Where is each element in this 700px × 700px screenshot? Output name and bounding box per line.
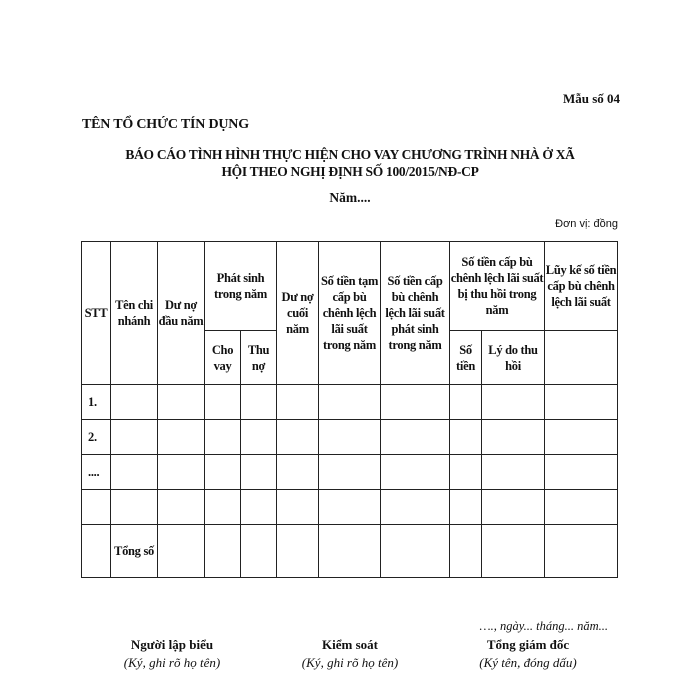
- table-cell: [381, 490, 450, 525]
- table-row: [82, 455, 618, 490]
- header-closing-balance: Dư nợ cuối năm: [277, 242, 319, 385]
- table-cell: [205, 420, 241, 455]
- table-cell: [545, 385, 618, 420]
- row-stt: [82, 490, 111, 525]
- form-number: Mẫu số 04: [562, 91, 620, 106]
- report-title-line-2: HỘI THEO NGHỊ ĐỊNH SỐ 100/2015/NĐ-CP: [221, 164, 479, 179]
- table-cell: [381, 420, 450, 455]
- table-cell: [277, 420, 319, 455]
- table-cell: [205, 385, 241, 420]
- table-cell: [241, 525, 277, 578]
- report-year: Năm....: [329, 190, 371, 205]
- table-cell: [277, 455, 319, 490]
- preparer-role: Người lập biểu: [130, 637, 214, 652]
- header-branch-name: Tên chi nhánh: [111, 242, 158, 385]
- header-arising: Phát sinh trong năm: [205, 242, 277, 331]
- row-branch: [111, 420, 158, 455]
- table-cell: [450, 420, 482, 455]
- report-title: [82, 146, 618, 180]
- row-branch: [111, 385, 158, 420]
- director-role: Tổng giám đốc: [486, 637, 570, 652]
- table-cell: [158, 420, 205, 455]
- header-recovered-compensation: Số tiền cấp bù chênh lệch lãi suất bị thu hồi trong năm: [450, 242, 545, 331]
- table-cell: [158, 455, 205, 490]
- table-cell: [450, 385, 482, 420]
- table-cell: [482, 525, 545, 578]
- table-cell: [158, 385, 205, 420]
- table-cell: [450, 455, 482, 490]
- preparer-note: (Ký, ghi rõ họ tên): [123, 655, 221, 670]
- table-cell: [381, 525, 450, 578]
- signing-date: …., ngày... tháng... năm...: [479, 619, 608, 633]
- table-cell: [482, 420, 545, 455]
- header-arising-compensation: Số tiền cấp bù chênh lệch lãi suất phát sinh trong năm: [381, 242, 450, 385]
- row-stt: 2.: [82, 420, 111, 455]
- table-cell: [545, 490, 618, 525]
- table-row: [82, 385, 618, 420]
- row-branch: [111, 490, 158, 525]
- table-cell: [319, 455, 381, 490]
- table-cell: [450, 490, 482, 525]
- total-label: Tổng số: [111, 525, 158, 578]
- table-row: [82, 490, 618, 525]
- table-cell: [482, 455, 545, 490]
- currency-unit: Đơn vị: đồng: [555, 218, 618, 230]
- table-cell: [545, 455, 618, 490]
- table-cell: [319, 490, 381, 525]
- header-stt: STT: [82, 242, 111, 385]
- table-cell: [450, 525, 482, 578]
- header-advance-compensation: Số tiền tạm cấp bù chênh lệch lãi suất trong năm: [319, 242, 381, 385]
- header-amount: Số tiền: [450, 331, 482, 385]
- table-cell: [241, 420, 277, 455]
- row-stt: [82, 525, 111, 578]
- table-row: [82, 420, 618, 455]
- table-cell: [277, 385, 319, 420]
- header-cumulative-empty: [545, 331, 618, 385]
- header-collect: Thu nợ: [241, 331, 277, 385]
- controller-role: Kiểm soát: [322, 637, 378, 652]
- header-cumulative-compensation: Lũy kế số tiền cấp bù chênh lệch lãi suất: [545, 242, 618, 331]
- table-row-total: [82, 525, 618, 578]
- table-cell: [545, 420, 618, 455]
- table-cell: [158, 490, 205, 525]
- table-cell: [381, 455, 450, 490]
- header-reason: Lý do thu hồi: [482, 331, 545, 385]
- header-lend: Cho vay: [205, 331, 241, 385]
- table-cell: [241, 455, 277, 490]
- table-cell: [482, 490, 545, 525]
- row-stt: 1.: [82, 385, 111, 420]
- table-cell: [545, 525, 618, 578]
- table-cell: [482, 385, 545, 420]
- controller-note: (Ký, ghi rõ họ tên): [301, 655, 399, 670]
- table-cell: [319, 525, 381, 578]
- row-stt: ....: [82, 455, 111, 490]
- row-branch: [111, 455, 158, 490]
- table-cell: [319, 420, 381, 455]
- table-cell: [158, 525, 205, 578]
- signature-preparer: [90, 636, 254, 672]
- report-table: [81, 241, 618, 578]
- table-cell: [381, 385, 450, 420]
- director-note: (Ký tên, đóng dấu): [479, 655, 577, 670]
- signature-director: [446, 636, 610, 672]
- table-cell: [205, 525, 241, 578]
- table-cell: [241, 385, 277, 420]
- report-title-line-1: BÁO CÁO TÌNH HÌNH THỰC HIỆN CHO VAY CHƯƠNG TRÌNH NHÀ Ở XÃ: [125, 147, 575, 162]
- table-cell: [277, 525, 319, 578]
- organization-name: TÊN TỔ CHỨC TÍN DỤNG: [82, 117, 249, 132]
- table-cell: [241, 490, 277, 525]
- header-opening-balance: Dư nợ đầu năm: [158, 242, 205, 385]
- signature-controller: [268, 636, 432, 672]
- table-cell: [205, 490, 241, 525]
- table-cell: [277, 490, 319, 525]
- table-cell: [319, 385, 381, 420]
- table-cell: [205, 455, 241, 490]
